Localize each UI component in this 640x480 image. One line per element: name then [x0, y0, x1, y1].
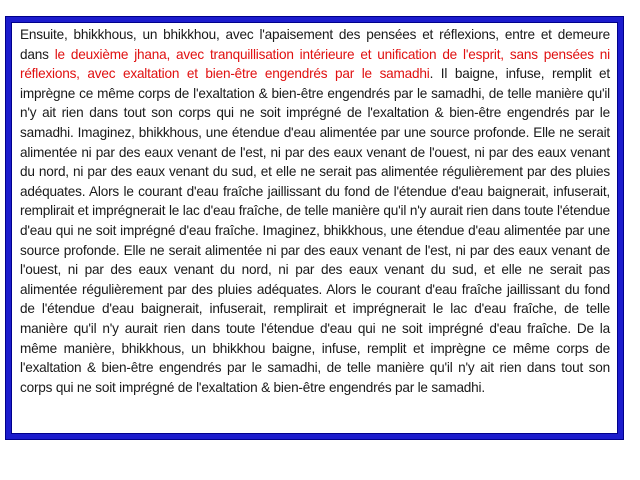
- text-segment-body: . Il baigne, infuse, remplit et imprègne ce même corps de l'exaltation & bien-être engendrés par le samadhi, de telle manière qu'il n'y ait rien dans tout son corps qui ne soit imprégné de l'exaltation & bien-être engendrés par le samadhi. Imaginez, bhikkhous, une étendue d'eau alimentée par une source profonde. Elle ne serait alimentée ni par des eaux venant de l'est, ni par des eaux venant de l'ouest, ni par des eaux venant du nord, ni par des eaux venant du sud, et elle ne serait pas alimentée régulièrement par des pluies adéquates. Alors le courant d'eau fraîche jaillissant du fond de l'étendue d'eau baignerait, infuserait, remplirait et imprégnerait le lac d'eau fraîche, de telle manière qu'il n'y aurait rien dans toute l'étendue d'eau qui ne soit imprégné d'eau fraîche. Imaginez, bhikkhous, une étendue d'eau alimentée par une source profonde. Elle ne serait alimentée ni par des eaux venant de l'est, ni par des eaux venant de l'ouest, ni par des eaux venant du nord, ni par des eaux venant du sud, et elle ne serait pas alimentée régulièrement par des pluies adéquates. Alors le courant d'eau fraîche jaillissant du fond de l'étendue d'eau baignerait, infuserait, remplirait et imprégnerait le lac d'eau fraîche, de telle manière qu'il n'y aurait rien dans toute l'étendue d'eau qui ne soit imprégné d'eau fraîche. De la même manière, bhikkhous, un bhikkhou baigne, infuse, remplit et imprègne ce même corps de l'exaltation & bien-être engendrés par le samadhi, de telle manière qu'il n'y ait rien dans tout son corps qui ne soit imprégné de l'exaltation & bien-être engendrés par le samadhi.: [20, 66, 610, 395]
- text-segment-highlight-red: le deuxième jhana, avec tranquillisation intérieure et unification de l'esprit, sans pensées ni réflexions, avec exaltation et bien-être engendrés par le samadhi: [20, 46, 610, 82]
- text-segment-intro: Ensuite, bhikkhous, un bhikkhou, avec l'apaisement des pensées et réflexions, entre et demeure dans: [20, 27, 610, 62]
- bordered-text-frame: [6, 17, 623, 439]
- paragraph: [11, 22, 618, 397]
